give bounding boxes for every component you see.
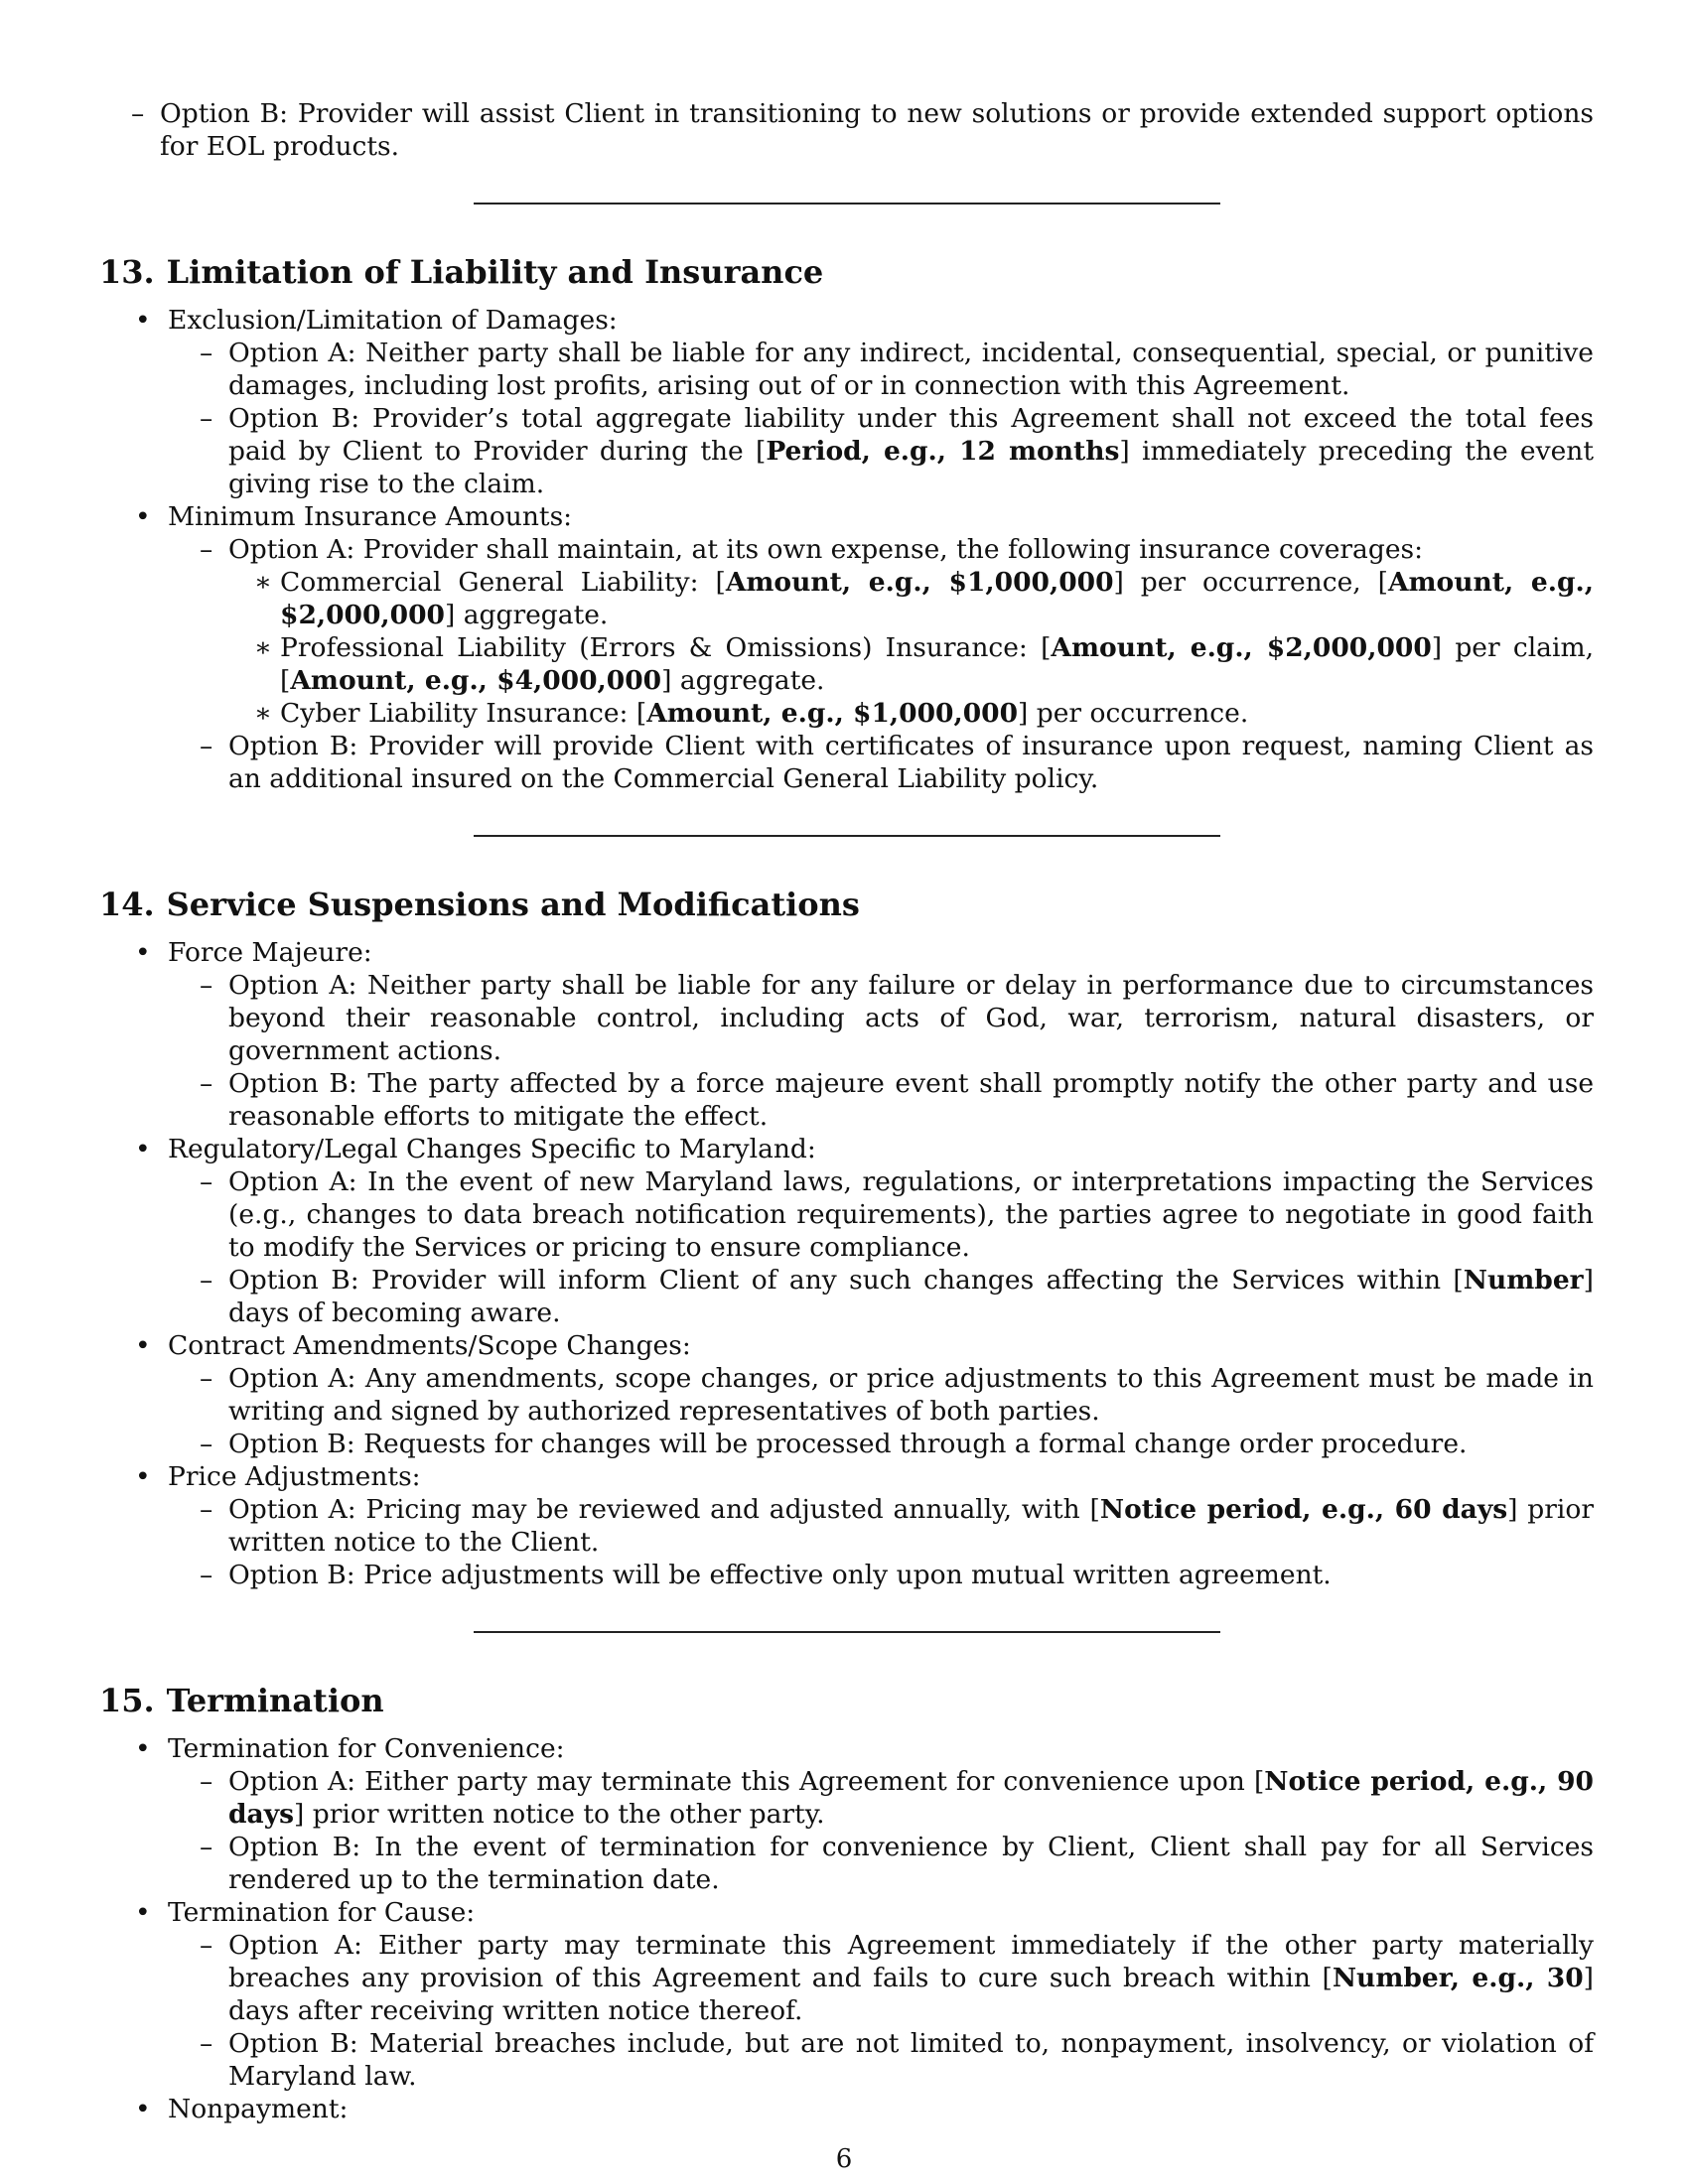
section-divider bbox=[474, 1631, 1220, 1633]
list-item bbox=[168, 1428, 1594, 1460]
item-label: Price Adjustments: bbox=[168, 1461, 421, 1492]
list-item bbox=[168, 1831, 1594, 1896]
list-item bbox=[168, 969, 1594, 1067]
section-number: 15. bbox=[99, 1682, 155, 1719]
option-text: Option A: Pricing may be reviewed and adjusted annually, with [ bbox=[228, 1494, 1100, 1525]
option-text: ] days after receiving written notice thereof. bbox=[228, 1963, 1594, 2026]
option-text: Option B: In the event of termination for convenience by Client, Client shall pay for all Services rendered up to the termination date. bbox=[228, 1832, 1594, 1895]
placeholder-term: Notice period, e.g., 90 days bbox=[228, 1766, 1594, 1830]
option-text: Option A: Either party may terminate this Agreement immediately if the other party materially breaches any provision of this Agreement and fails to cure such breach within [ bbox=[228, 1930, 1594, 1993]
placeholder-term: Amount, e.g., $4,000,000 bbox=[290, 665, 662, 696]
list-item bbox=[168, 1165, 1594, 1264]
list-item bbox=[99, 1133, 1594, 1329]
option-text: Professional Liability (Errors & Omissions) Insurance: [ bbox=[280, 632, 1052, 663]
sub-list bbox=[168, 1765, 1594, 1896]
item-label: Regulatory/Legal Changes Specific to Maryland: bbox=[168, 1134, 816, 1164]
list-item bbox=[168, 533, 1594, 730]
sub-sub-list bbox=[228, 566, 1594, 730]
sub-list bbox=[168, 1362, 1594, 1460]
item-label: Contract Amendments/Scope Changes: bbox=[168, 1330, 691, 1361]
section-title: Service Suspensions and Modifications bbox=[166, 886, 860, 923]
list-item bbox=[168, 1559, 1594, 1591]
list-item bbox=[168, 402, 1594, 500]
section-13-list bbox=[99, 304, 1594, 795]
option-text: Option B: Provider will assist Client in transitioning to new solutions or provide extended support options for EOL products. bbox=[160, 98, 1594, 162]
page-content bbox=[99, 97, 1594, 2125]
placeholder-term: Notice period, e.g., 60 days bbox=[1099, 1494, 1508, 1525]
sub-list bbox=[168, 337, 1594, 500]
list-item bbox=[168, 1929, 1594, 2027]
list-item bbox=[99, 936, 1594, 1133]
placeholder-term: Amount, e.g., $1,000,000 bbox=[646, 698, 1019, 729]
option-text: Option B: The party affected by a force majeure event shall promptly notify the other party and use reasonable efforts to mitigate the effect. bbox=[228, 1068, 1594, 1132]
option-text: Option A: Provider shall maintain, at its own expense, the following insurance coverages: bbox=[228, 534, 1424, 565]
list-item bbox=[99, 2093, 1594, 2125]
item-label: Force Majeure: bbox=[168, 937, 372, 968]
list-item bbox=[99, 1896, 1594, 2093]
list-item bbox=[168, 2027, 1594, 2093]
placeholder-term: Amount, e.g., $1,000,000 bbox=[725, 567, 1114, 598]
option-text: Option B: Price adjustments will be effective only upon mutual written agreement. bbox=[228, 1560, 1332, 1590]
list-item bbox=[228, 566, 1594, 631]
list-item bbox=[228, 697, 1594, 730]
section-heading-15 bbox=[99, 1681, 1594, 1720]
option-text: ] per occurrence. bbox=[1018, 698, 1249, 729]
option-text: ] prior written notice to the other party. bbox=[294, 1799, 825, 1830]
item-label: Minimum Insurance Amounts: bbox=[168, 501, 573, 532]
page-number: 6 bbox=[835, 2144, 853, 2174]
sub-list bbox=[168, 1165, 1594, 1329]
sub-list bbox=[168, 1493, 1594, 1591]
option-text: Option B: Requests for changes will be processed through a formal change order procedure. bbox=[228, 1429, 1468, 1459]
list-item bbox=[228, 631, 1594, 697]
list-item bbox=[168, 1493, 1594, 1559]
continued-option-list bbox=[99, 97, 1594, 163]
option-text: ] days of becoming aware. bbox=[228, 1265, 1594, 1328]
list-item bbox=[99, 1732, 1594, 1896]
item-label: Termination for Cause: bbox=[168, 1897, 476, 1928]
option-text: Option A: Either party may terminate this Agreement for convenience upon [ bbox=[228, 1766, 1265, 1797]
item-label: Termination for Convenience: bbox=[168, 1733, 565, 1764]
section-15-list bbox=[99, 1732, 1594, 2125]
option-text: ] per occurrence, [ bbox=[1113, 567, 1388, 598]
section-14-list bbox=[99, 936, 1594, 1591]
sub-list bbox=[168, 1929, 1594, 2093]
placeholder-term: Amount, e.g., $2,000,000 bbox=[280, 567, 1594, 630]
list-item bbox=[99, 1329, 1594, 1460]
placeholder-term: Number, e.g., 30 bbox=[1332, 1963, 1584, 1993]
option-text: Option A: Neither party shall be liable for any failure or delay in performance due to circumstances beyond their reasonable control, including acts of God, war, terrorism, natural disasters, or government actions. bbox=[228, 970, 1594, 1066]
option-text: Option B: Provider will inform Client of any such changes affecting the Services within [ bbox=[228, 1265, 1464, 1296]
placeholder-term: Period, e.g., 12 months bbox=[766, 436, 1120, 467]
option-text: Option B: Provider’s total aggregate liability under this Agreement shall not exceed the total fees paid by Client to Provider during the [ bbox=[228, 403, 1594, 467]
option-text: ] aggregate. bbox=[444, 600, 609, 630]
list-item bbox=[99, 97, 1594, 163]
section-title: Termination bbox=[166, 1682, 384, 1719]
option-text: Cyber Liability Insurance: [ bbox=[280, 698, 647, 729]
list-item bbox=[99, 1460, 1594, 1591]
section-title: Limitation of Liability and Insurance bbox=[166, 253, 824, 291]
list-item bbox=[168, 1264, 1594, 1329]
option-text: Option A: In the event of new Maryland laws, regulations, or interpretations impacting the Services (e.g., changes to data breach notification requirements), the parties agree to negotiate in good faith to modify the Services or pricing to ensure compliance. bbox=[228, 1166, 1594, 1263]
list-item bbox=[168, 1362, 1594, 1428]
list-item bbox=[168, 337, 1594, 402]
item-label: Exclusion/Limitation of Damages: bbox=[168, 305, 618, 336]
section-divider bbox=[474, 835, 1220, 837]
list-item bbox=[168, 1765, 1594, 1831]
option-text: Commercial General Liability: [ bbox=[280, 567, 726, 598]
option-text: ] per claim, [ bbox=[280, 632, 1594, 696]
list-item bbox=[168, 730, 1594, 795]
list-item bbox=[99, 500, 1594, 795]
sub-list bbox=[168, 533, 1594, 795]
option-text: ] prior written notice to the Client. bbox=[228, 1494, 1594, 1558]
section-number: 13. bbox=[99, 253, 155, 291]
section-heading-14 bbox=[99, 885, 1594, 924]
placeholder-term: Number bbox=[1463, 1265, 1584, 1296]
option-text: Option B: Material breaches include, but are not limited to, nonpayment, insolvency, or violation of Maryland law. bbox=[228, 2028, 1594, 2092]
placeholder-term: Amount, e.g., $2,000,000 bbox=[1051, 632, 1432, 663]
section-number: 14. bbox=[99, 886, 155, 923]
section-heading-13 bbox=[99, 252, 1594, 292]
option-text: Option A: Neither party shall be liable for any indirect, incidental, consequential, special, or punitive damages, including lost profits, arising out of or in connection with this Agreement. bbox=[228, 338, 1594, 401]
list-item bbox=[168, 1067, 1594, 1133]
option-text: Option B: Provider will provide Client with certificates of insurance upon request, naming Client as an additional insured on the Commercial General Liability policy. bbox=[228, 731, 1594, 794]
option-text: ] immediately preceding the event giving rise to the claim. bbox=[228, 436, 1594, 499]
option-text: Option A: Any amendments, scope changes, or price adjustments to this Agreement must be made in writing and signed by authorized representatives of both parties. bbox=[228, 1363, 1594, 1427]
list-item bbox=[99, 304, 1594, 500]
section-divider bbox=[474, 203, 1220, 205]
option-text: ] aggregate. bbox=[661, 665, 825, 696]
sub-list bbox=[168, 969, 1594, 1133]
item-label: Nonpayment: bbox=[168, 2094, 349, 2124]
